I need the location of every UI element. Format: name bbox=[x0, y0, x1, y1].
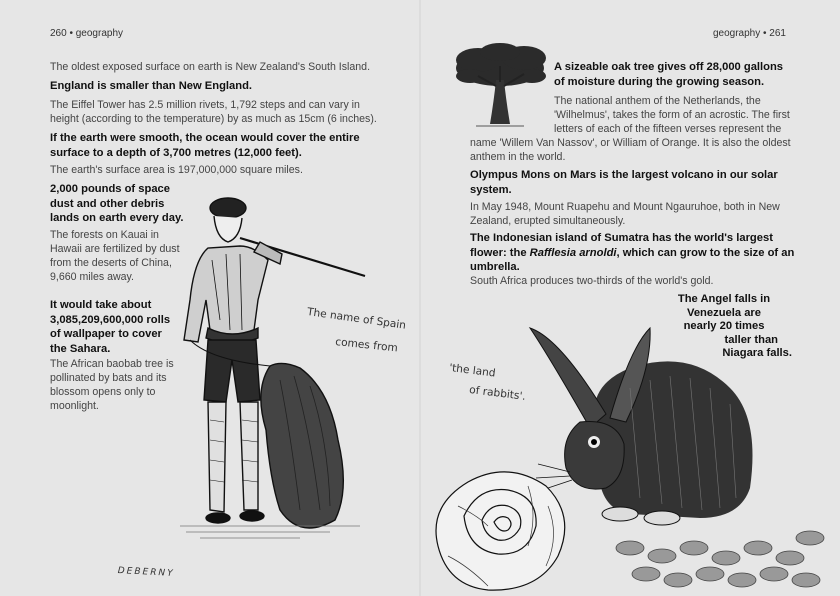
rabbits-caption-line1: 'the land bbox=[448, 362, 497, 380]
fact-surface-area: The earth's surface area is 197,000,000 square miles. bbox=[50, 164, 303, 176]
fact-smooth-earth: If the earth were smooth, the ocean would cover the entire surface to a depth of 3,700 metres (12,000 feet). bbox=[50, 132, 360, 159]
fact-oldest-surface: The oldest exposed surface on earth is New Zealand's South Island. bbox=[50, 61, 371, 73]
fact-baobab: The African baobab tree is pollinated by bats and its blossom opens only to moonlight. bbox=[50, 358, 174, 412]
rabbits-caption-line2: of rabbits'. bbox=[468, 384, 527, 403]
angel-line-1: The Angel falls in bbox=[677, 293, 771, 305]
right-page bbox=[420, 0, 840, 596]
right-running-head: geography • 261 bbox=[712, 28, 786, 39]
rafflesia-text-pre: The Indonesian island of Sumatra has the world's largest flower: the bbox=[470, 232, 773, 259]
fact-england: England is smaller than New England. bbox=[50, 80, 253, 92]
fact-rafflesia bbox=[470, 231, 810, 275]
spain-caption-line2: comes from bbox=[334, 336, 399, 355]
rafflesia-name: Rafflesia arnoldi bbox=[529, 246, 617, 259]
fact-kauai: The forests on Kauai in Hawaii are fertilized by dust from the deserts of China, 9,660 miles away. bbox=[50, 229, 180, 283]
angel-line-3: nearly 20 times bbox=[683, 320, 765, 332]
anthem-line-3: letters of each of the fifteen verses represent the bbox=[554, 123, 782, 135]
fact-oak-tree: A sizeable oak tree gives off 28,000 gallons of moisture during the growing season. bbox=[554, 61, 784, 88]
angel-line-2: Venezuela are bbox=[686, 306, 761, 319]
angel-line-4: taller than bbox=[724, 333, 778, 346]
oak-tree-illustration bbox=[448, 40, 552, 136]
rafflesia-text-post: , which can grow to the size of an umbrella. bbox=[470, 246, 795, 273]
fact-wallpaper: It would take about 3,085,209,600,000 rolls of wallpaper to cover the Sahara. bbox=[50, 299, 171, 355]
spain-caption-line1: The name of Spain bbox=[306, 306, 407, 332]
fact-ruapehu: In May 1948, Mount Ruapehu and Mount Ngauruhoe, both in New Zealand, erupted simultaneously. bbox=[470, 201, 780, 227]
matador-illustration bbox=[170, 190, 370, 590]
cabbage-illustration bbox=[428, 446, 578, 596]
engraver-signature: DEBERNY bbox=[117, 566, 175, 579]
left-running-head: 260 • geography bbox=[50, 28, 124, 39]
anthem-line-2: 'Wilhelmus', takes the form of an acrostic. The first bbox=[554, 109, 790, 121]
anthem-line-4: name 'Willem Van Nassov', or William of Orange. It is also the oldest bbox=[470, 137, 791, 149]
fact-olympus-mons: Olympus Mons on Mars is the largest volcano in our solar system. bbox=[470, 169, 778, 196]
anthem-line-1: The national anthem of the Netherlands, the bbox=[554, 95, 761, 107]
anthem-line-5: anthem in the world. bbox=[470, 151, 566, 163]
angel-line-5: Niagara falls. bbox=[722, 347, 792, 359]
fact-eiffel: The Eiffel Tower has 2.5 million rivets, 1,792 steps and can vary in height (according to the temperature) by as much as 15cm (6 inches). bbox=[50, 99, 377, 125]
fact-gold: South Africa produces two-thirds of the world's gold. bbox=[470, 275, 714, 287]
fact-space-dust: 2,000 pounds of space dust and other debris lands on earth every day. bbox=[50, 183, 184, 224]
